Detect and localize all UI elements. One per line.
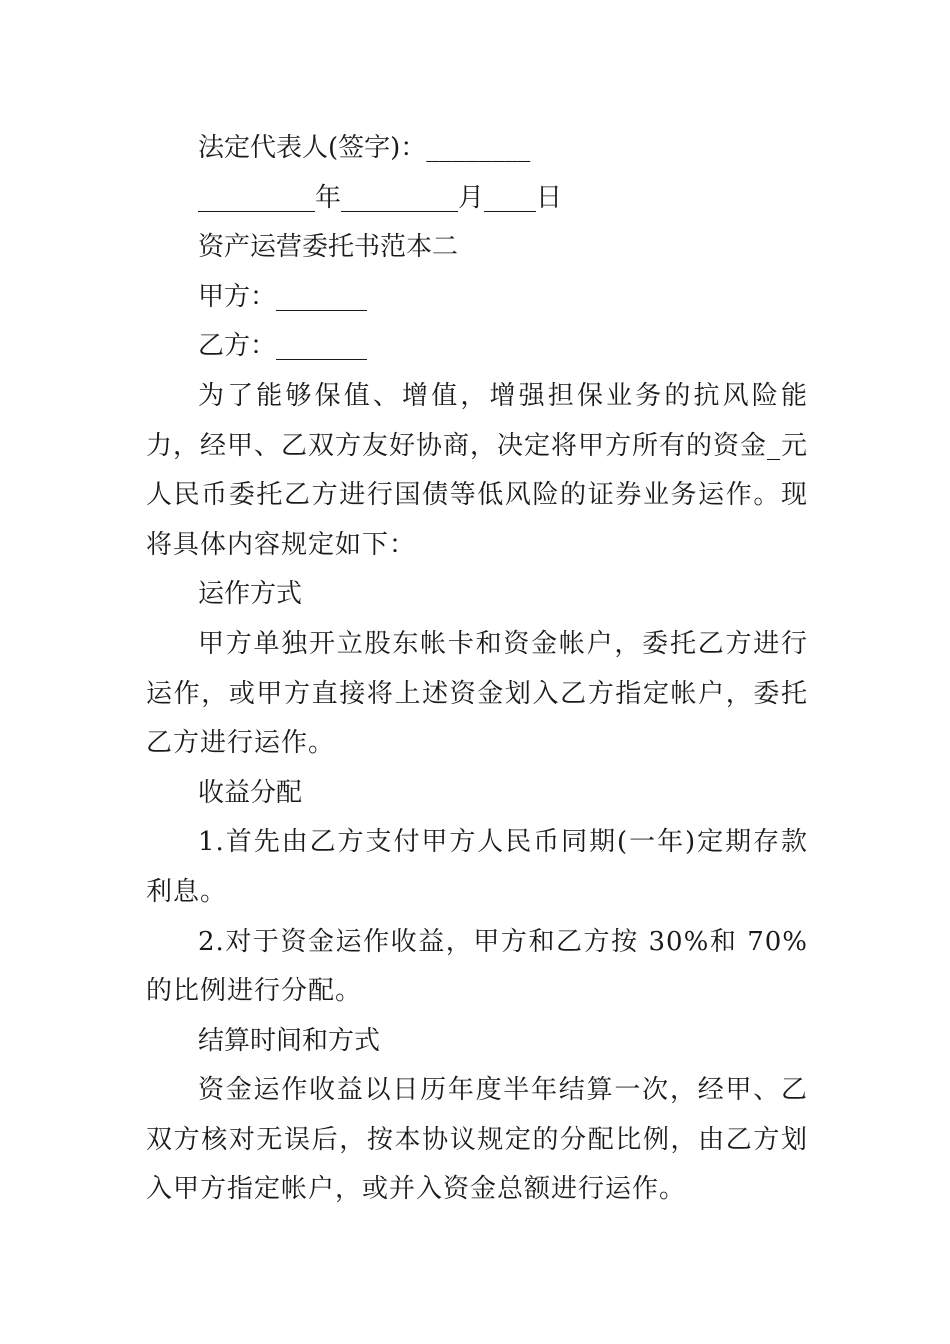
section-body-settlement: 资金运作收益以日历年度半年结算一次，经甲、乙双方核对无误后，按本协议规定的分配比例，由乙方划入甲方指定帐户，或并入资金总额进行运作。 xyxy=(146,1075,808,1205)
document-page xyxy=(146,124,808,1215)
section-heading-distribution: 收益分配 xyxy=(198,777,303,808)
section-body-operation: 甲方单独开立股东帐卡和资金帐户，委托乙方进行运作，或甲方直接将上述资金划入乙方指定帐户，委托乙方进行运作。 xyxy=(146,628,808,759)
party-a-line: 甲方：_______ xyxy=(198,281,368,312)
document-title: 资产运营委托书范本二 xyxy=(198,232,459,263)
party-b-line: 乙方：_______ xyxy=(198,331,368,362)
signature-line: 法定代表人(签字)：________ xyxy=(198,133,531,163)
date-line: _________年_________月____日 xyxy=(198,182,563,213)
distribution-item-1: 1.首先由乙方支付甲方人民币同期(一年)定期存款利息。 xyxy=(146,827,808,907)
distribution-item-2: 2.对于资金运作收益，甲方和乙方按 30%和 70%的比例进行分配。 xyxy=(146,926,808,1007)
section-heading-settlement: 结算时间和方式 xyxy=(198,1025,381,1056)
section-heading-operation: 运作方式 xyxy=(198,579,303,610)
intro-paragraph: 为了能够保值、增值，增强担保业务的抗风险能力，经甲、乙双方友好协商，决定将甲方所有的资金_元人民币委托乙方进行国债等低风险的证券业务运作。现将具体内容规定如下： xyxy=(146,380,809,560)
